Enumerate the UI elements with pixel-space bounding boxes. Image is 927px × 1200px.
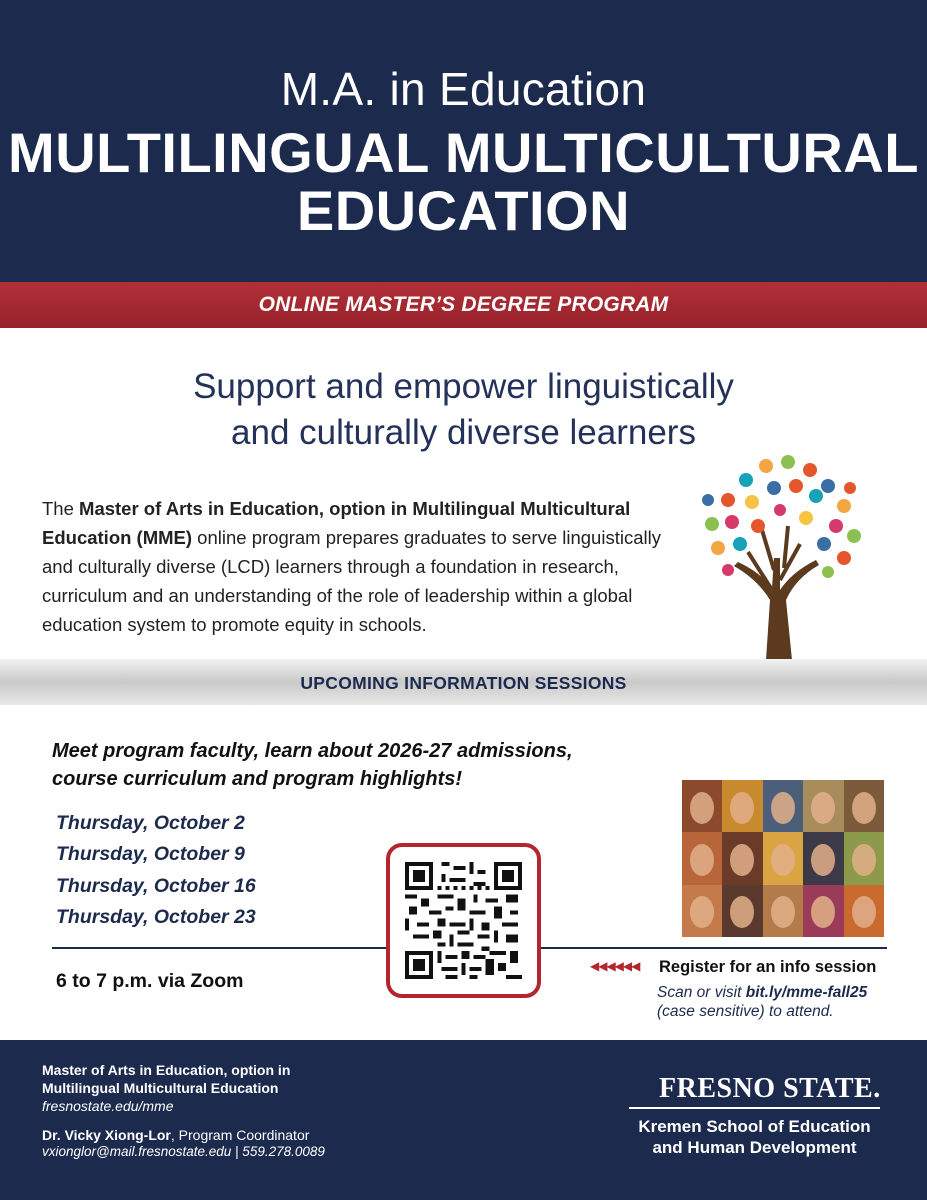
tagline-line2: and culturally diverse learners bbox=[231, 413, 696, 452]
info-sessions-heading: UPCOMING INFORMATION SESSIONS bbox=[300, 673, 627, 693]
logo-divider bbox=[629, 1107, 880, 1109]
tagline-line1: Support and empower linguistically bbox=[193, 367, 734, 406]
coordinator bbox=[42, 1127, 309, 1143]
handprint-tree-illustration bbox=[688, 440, 868, 660]
online-program-banner bbox=[0, 282, 927, 328]
footer-url[interactable]: fresnostate.edu/mme bbox=[42, 1098, 174, 1114]
intro-rest: online program prepares graduates to serve linguistically and culturally diverse (LCD) learners through a foundation in research, curriculum and an understanding of the role of leadership within a global education system to promote equity in schools. bbox=[42, 527, 661, 635]
intro-bold: Master of Arts in Education, option in Multilingual Multicultural Education (MME) bbox=[42, 498, 631, 548]
register-heading: Register for an info session bbox=[659, 958, 877, 976]
program-title: MULTILINGUAL MULTICULTURAL EDUCATION bbox=[8, 121, 919, 242]
coordinator-role: , Program Coordinator bbox=[170, 1127, 310, 1143]
footer-program bbox=[42, 1061, 290, 1097]
header-banner bbox=[0, 0, 927, 282]
session-time: 6 to 7 p.m. via Zoom bbox=[56, 970, 244, 992]
sessions-intro bbox=[52, 737, 612, 793]
banner-text: ONLINE MASTER’S DEGREE PROGRAM bbox=[258, 293, 669, 316]
sessions-intro-line1: Meet program faculty, learn about 2026-27 admissions, bbox=[52, 740, 573, 762]
coordinator-name: Dr. Vicky Xiong-Lor bbox=[42, 1127, 171, 1143]
session-date: Thursday, October 2 bbox=[56, 812, 245, 834]
hand-leaves bbox=[702, 455, 861, 578]
school-name bbox=[629, 1116, 880, 1158]
scan-instructions bbox=[657, 983, 867, 1021]
intro-lead: The bbox=[42, 498, 80, 519]
footer bbox=[0, 1040, 927, 1200]
degree-title: M.A. in Education bbox=[280, 63, 647, 115]
qr-code[interactable] bbox=[405, 862, 522, 979]
faces-collage bbox=[682, 780, 884, 937]
footer-program-line2: Multilingual Multicultural Education bbox=[42, 1080, 279, 1096]
school-line1: Kremen School of Education bbox=[638, 1117, 871, 1136]
intro-paragraph bbox=[42, 494, 664, 639]
school-line2: and Human Development bbox=[652, 1138, 857, 1157]
footer-program-line1: Master of Arts in Education, option in bbox=[42, 1062, 291, 1078]
info-sessions-band bbox=[0, 659, 927, 705]
coordinator-contact[interactable]: vxionglor@mail.fresnostate.edu | 559.278.0089 bbox=[42, 1144, 325, 1159]
register-link[interactable]: bit.ly/mme-fall25 bbox=[745, 984, 868, 1001]
qr-code-frame[interactable] bbox=[386, 843, 541, 998]
sessions-intro-line2: course curriculum and program highlights! bbox=[52, 768, 463, 790]
session-date: Thursday, October 9 bbox=[56, 843, 245, 865]
scan-suffix: (case sensitive) to attend. bbox=[657, 1003, 834, 1020]
fresno-state-logo: FRESNO STATE. bbox=[659, 1073, 881, 1104]
session-date: Thursday, October 23 bbox=[56, 906, 256, 928]
session-date: Thursday, October 16 bbox=[56, 875, 256, 897]
divider-right bbox=[540, 947, 887, 949]
divider-left bbox=[52, 947, 390, 949]
red-arrows: ◀◀◀◀◀◀ bbox=[590, 959, 640, 973]
scan-prefix: Scan or visit bbox=[657, 984, 746, 1001]
